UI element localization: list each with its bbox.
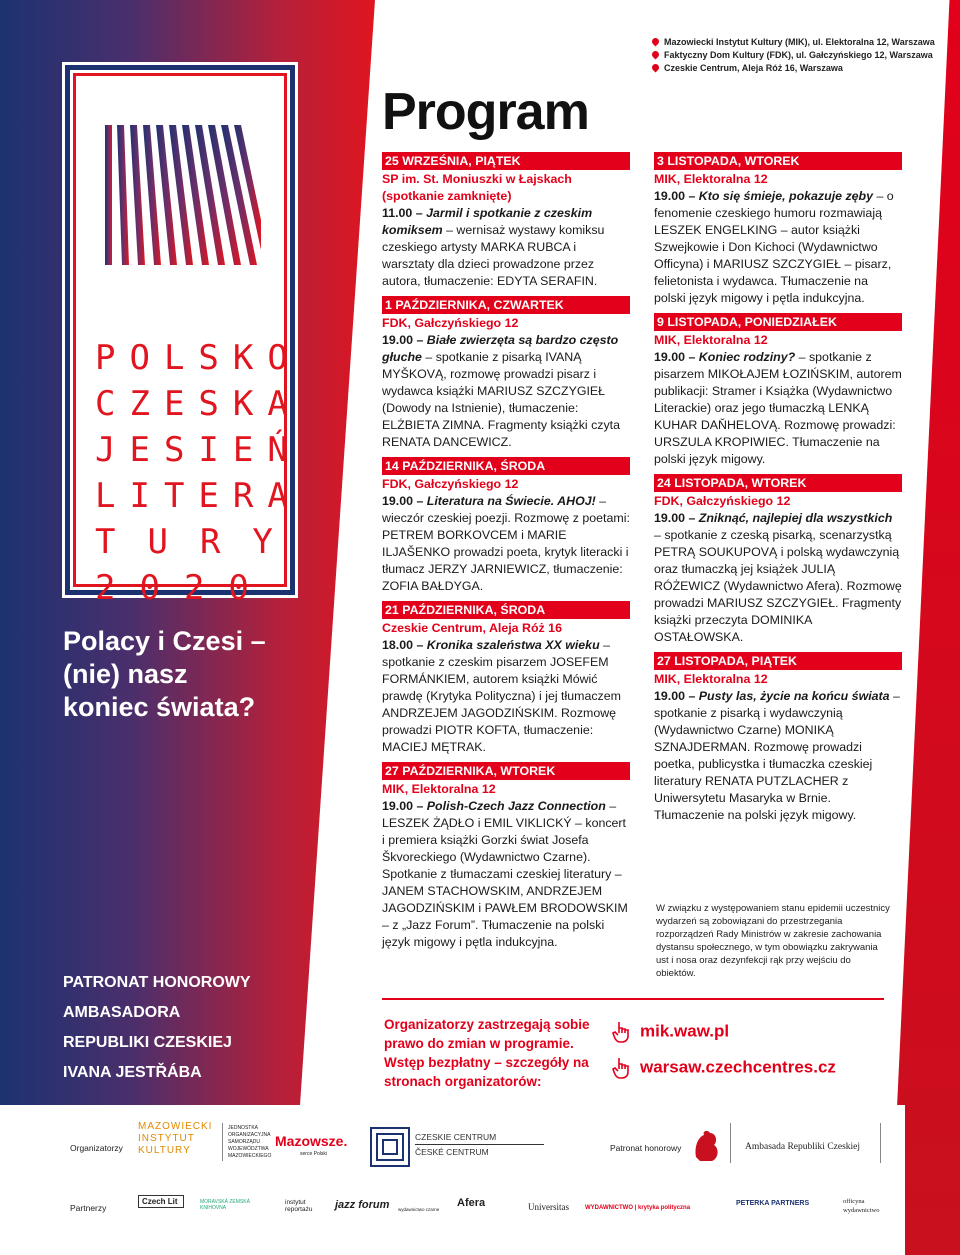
- tagline-line: koniec świata?: [63, 692, 256, 722]
- logo-line: CZESKA: [95, 384, 302, 424]
- sponsor-footer: [0, 1105, 905, 1255]
- event-venue: FDK, Gałczyńskiego 12: [382, 316, 519, 330]
- event-time: 19.00 –: [654, 511, 699, 525]
- link-czechcentres[interactable]: [612, 1056, 836, 1080]
- mazowsze-logo: Mazowsze.: [275, 1133, 348, 1149]
- program-event: [654, 313, 902, 468]
- event-description: [654, 349, 902, 468]
- czech-lion-emblem-icon: [690, 1127, 724, 1165]
- venue-list: [652, 36, 935, 75]
- event-description: [382, 493, 630, 595]
- event-time: 19.00 –: [382, 799, 427, 813]
- logo-line: POLSKO: [95, 338, 302, 378]
- venue-item: [652, 36, 935, 49]
- pointing-hand-icon: [612, 1020, 632, 1044]
- festival-logo: [62, 62, 305, 608]
- samorzad-text: JEDNOSTKA ORGANIZACYJNA SAMORZĄDU WOJEWÓDZTWA MAZOWIECKIEGO: [228, 1125, 272, 1159]
- logo-line: LITERA: [95, 476, 302, 516]
- partner-logo: MORAVSKÁ ZEMSKÁ KNIHOVNA: [200, 1199, 250, 1211]
- event-title: Pusty las, życie na końcu świata: [698, 689, 890, 703]
- program-event: [382, 601, 630, 756]
- event-date: 27 PAŹDZIERNIKA, WTOREK: [382, 762, 630, 780]
- event-time: 19.00 –: [654, 689, 699, 703]
- program-column-left: [382, 152, 630, 957]
- event-date: 27 LISTOPADA, PIĄTEK: [654, 652, 902, 670]
- event-description: [654, 188, 902, 307]
- event-description: [654, 688, 902, 824]
- location-pin-icon: [651, 50, 661, 60]
- czech-centre-icon: [370, 1127, 410, 1167]
- event-venue: SP im. St. Moniuszki w Łajskach (spotkanie zamknięte): [382, 172, 572, 203]
- divider: [382, 998, 884, 1000]
- program-event: [382, 457, 630, 595]
- event-venue: MIK, Elektoralna 12: [654, 333, 768, 347]
- separator: [880, 1123, 881, 1163]
- page-title: Program: [382, 83, 589, 141]
- event-venue: MIK, Elektoralna 12: [654, 172, 768, 186]
- event-date: 9 LISTOPADA, PONIEDZIAŁEK: [654, 313, 902, 331]
- event-description: [382, 205, 630, 290]
- venue-text: Faktyczny Dom Kultury (FDK), ul. Gałczyńskiego 12, Warszawa: [664, 50, 933, 60]
- event-body: – LESZEK ŻĄDŁO i EMIL VIKLICKÝ – koncert i premiera książki Gorzki świat Josefa Škvoreckiego (Wydawnictwo Czarne). Spotkanie z tłumaczami czeskiej literatury – JANEM STACHOWSKIM, ANDRZEJEM JAGODZIŃSKIM i PAWŁEM BRODOWSKIM – z „Jazz Forum”. Tłumaczenie na polski język migowy i pętla indukcyjna.: [382, 799, 628, 949]
- patronage-label: Patronat honorowy: [610, 1143, 682, 1153]
- partner-logo: Universitas: [528, 1202, 569, 1212]
- partner-logo: instytut reportażu: [285, 1199, 313, 1213]
- event-venue: MIK, Elektoralna 12: [382, 782, 496, 796]
- event-time: 18.00 –: [382, 638, 427, 652]
- program-event: [654, 152, 902, 307]
- mik-logo-line: KULTURY: [138, 1145, 191, 1156]
- event-date: 1 PAŹDZIERNIKA, CZWARTEK: [382, 296, 630, 314]
- event-title: Białe zwierzęta są bardzo często głuche: [382, 333, 619, 364]
- ambasada-logo: Ambasada Republiki Czeskiej: [745, 1142, 861, 1152]
- partner-logo: PETERKA PARTNERS: [736, 1200, 810, 1207]
- event-body: – wieczór czeskiej poezji. Rozmowę z poetami: PETREM BORKOVCEM i MARIE ILJAŠENKO prowadzi poeta, krytyk literacki i tłumacz JERZY JARNIEWICZ, tłumaczenie: ZOFIA BAŁDYGA.: [382, 494, 630, 593]
- mazowsze-sub: serce Polski: [300, 1151, 327, 1157]
- event-time: 19.00 –: [382, 333, 427, 347]
- event-body: – spotkanie z czeską pisarką, scenarzystką PETRĄ SOUKUPOVĄ i polską wydawczynią oraz tłumaczką jej książek JULIĄ RÓŻEWICZ (Wydawnictwo Afera). Rozmowę prowadzi MARIUSZ SZCZYGIEŁ. Fragmenty książki przeczyta DOMINIKA OSTAŁOWSKA.: [654, 528, 902, 644]
- partner-logo: jazz forum: [335, 1199, 390, 1211]
- festival-name: [95, 335, 305, 611]
- event-body: – wernisaż wystawy komiksu czeskiego artysty MARKA RUBCA i warsztaty dla dzieci prowadzone przez autora, tłumaczenie: EDYTA SERAFIN.: [382, 223, 605, 288]
- event-description: [382, 798, 630, 951]
- partner-logo: wydawnictwo czarne: [398, 1207, 440, 1212]
- event-date: 24 LISTOPADA, WTOREK: [654, 474, 902, 492]
- program-event: [382, 152, 630, 290]
- logo-line: JESIEŃ: [95, 430, 302, 470]
- event-body: – spotkanie z pisarką IVANĄ MYŠKOVĄ, rozmowę prowadzi pisarz i wydawca książki MARIUSZ SZCZYGIEŁ (Dowody na Istnienie), tłumaczenie: ELŻBIETA ZIMNA. Fragmenty książki czyta RENATA DANCEWICZ.: [382, 350, 620, 449]
- event-date: 21 PAŹDZIERNIKA, ŚRODA: [382, 601, 630, 619]
- location-pin-icon: [651, 37, 661, 47]
- striped-logo-graphic: [103, 120, 263, 270]
- event-title: Literatura na Świecie. AHOJ!: [426, 494, 596, 508]
- patronat-line: REPUBLIKI CZESKIEJ: [63, 1034, 232, 1051]
- patronat-line: PATRONAT HONOROWY: [63, 974, 251, 991]
- venue-item: [652, 49, 935, 62]
- event-title: Jarmil i spotkanie z czeskim komiksem: [382, 206, 593, 237]
- event-body: – o fenomenie czeskiego humoru rozmawiają LESZEK ENGELKING – autor książki Szwejkowie i Don Kichoci (Wydawnictwo Officyna) i MARIUSZ SZCZYGIEŁ – pisarz, felietonista i wydawca. Tłumaczenie na polski język migowy i pętla indukcyjna.: [654, 189, 894, 305]
- event-title: Zniknąć, najlepiej dla wszystkich: [698, 511, 893, 525]
- program-event: [382, 762, 630, 951]
- venue-text: Czeskie Centrum, Aleja Róż 16, Warszawa: [664, 63, 843, 73]
- organizers-label: Organizatorzy: [70, 1143, 123, 1153]
- event-description: [382, 637, 630, 756]
- event-description: [382, 332, 630, 451]
- event-title: Kronika szaleństwa XX wieku: [426, 638, 600, 652]
- program-event: [654, 652, 902, 824]
- venue-item: [652, 62, 935, 75]
- event-time: 19.00 –: [654, 350, 699, 364]
- separator: [730, 1123, 731, 1163]
- czech-centre-line: CZESKIE CENTRUM: [415, 1130, 544, 1145]
- event-time: 19.00 –: [382, 494, 427, 508]
- logo-line: 2020: [95, 568, 273, 608]
- partners-label: Partnerzy: [70, 1203, 107, 1213]
- mik-logo: [138, 1121, 212, 1157]
- location-pin-icon: [651, 63, 661, 73]
- patronat-line: IVANA JESTŘÁBA: [63, 1064, 202, 1081]
- program-event: [654, 474, 902, 646]
- pointing-hand-icon: [612, 1056, 632, 1080]
- tagline-line: Polacy i Czesi –: [63, 626, 266, 656]
- czech-centre-line: ČESKÉ CENTRUM: [415, 1147, 489, 1157]
- honorary-patronage: [63, 968, 333, 1088]
- event-time: 19.00 –: [654, 189, 699, 203]
- patronat-line: AMBASADORA: [63, 1004, 181, 1021]
- tagline: [63, 625, 323, 724]
- program-event: [382, 296, 630, 451]
- event-venue: FDK, Gałczyńskiego 12: [654, 494, 791, 508]
- mik-logo-line: MAZOWIECKI: [138, 1121, 213, 1132]
- event-body: – spotkanie z pisarką i wydawczynią (Wydawnictwo Czarne) MONIKĄ SZNAJDERMAN. Rozmowę prowadzi poetka, publicystka i tłumaczka czeskiej literatury RENATA PUTZLACHER z Uniwersytetu Masaryka w Brnie. Tłumaczenie na polski język migowy.: [654, 689, 900, 822]
- event-time: 11.00 –: [382, 206, 427, 220]
- link-text[interactable]: warsaw.czechcentres.cz: [640, 1057, 836, 1077]
- mik-logo-line: INSTYTUT: [138, 1133, 195, 1144]
- venue-text: Mazowiecki Instytut Kultury (MIK), ul. Elektoralna 12, Warszawa: [664, 37, 935, 47]
- event-venue: Czeskie Centrum, Aleja Róż 16: [382, 621, 562, 635]
- event-venue: FDK, Gałczyńskiego 12: [382, 477, 519, 491]
- logo-line: TURY: [95, 522, 305, 562]
- separator: [222, 1123, 223, 1161]
- event-body: – spotkanie z pisarzem MIKOŁAJEM ŁOZIŃSKIM, autorem publikacji: Stramer i Książka (Wydawnictwo Literackie) oraz jego tłumaczką LENKĄ KUHAR DAŇHELOVĄ. Rozmowę prowadzi: URSZULA KROPIWIEC. Tłumaczenie na polski język migowy.: [654, 350, 902, 466]
- event-title: Kto się śmieje, pokazuje zęby: [698, 189, 874, 203]
- partner-logo: Czech Lit: [138, 1195, 184, 1208]
- event-date: 3 LISTOPADA, WTOREK: [654, 152, 902, 170]
- partner-logo: Afera: [457, 1197, 486, 1209]
- event-title: Polish-Czech Jazz Connection: [426, 799, 606, 813]
- link-text[interactable]: mik.waw.pl: [640, 1021, 730, 1041]
- event-venue: MIK, Elektoralna 12: [654, 672, 768, 686]
- event-date: 14 PAŹDZIERNIKA, ŚRODA: [382, 457, 630, 475]
- tagline-line: (nie) nasz: [63, 659, 188, 689]
- program-column-right: [654, 152, 902, 830]
- partner-logo: WYDAWNICTWO | krytyka polityczna: [585, 1205, 691, 1211]
- event-body: – spotkanie z czeskim pisarzem JOSEFEM FORMÁNKIEM, autorem książki Mówić prawdę (Krytyka Polityczna) i jej tłumaczem ANDRZEJEM JAGODZIŃSKIM. Rozmowę prowadzi PIOTR KOFTA, tłumaczenie: MACIEJ MĘTRAK.: [382, 638, 621, 754]
- partner-logo: officyna wydawnictwo: [843, 1198, 880, 1214]
- event-title: Koniec rodziny?: [698, 350, 796, 364]
- covid-notice: W związku z występowaniem stanu epidemii uczestnicy wydarzeń są zobowiązani do przestrzegania rozporządzeń Rady Ministrów w zakresie zachowania dystansu społecznego, w tym obowiązku zakrywania ust i nosa oraz dezynfekcji rąk przy wejściu do obiektów.: [656, 903, 890, 979]
- link-mik[interactable]: [612, 1020, 729, 1044]
- event-date: 25 WRZEŚNIA, PIĄTEK: [382, 152, 630, 170]
- event-description: [654, 510, 902, 646]
- organizers-note: Organizatorzy zastrzegają sobie prawo do zmian w programie. Wstęp bezpłatny – szczegóły na stronach organizatorów:: [384, 1017, 590, 1089]
- czech-centre-logo: [415, 1130, 544, 1159]
